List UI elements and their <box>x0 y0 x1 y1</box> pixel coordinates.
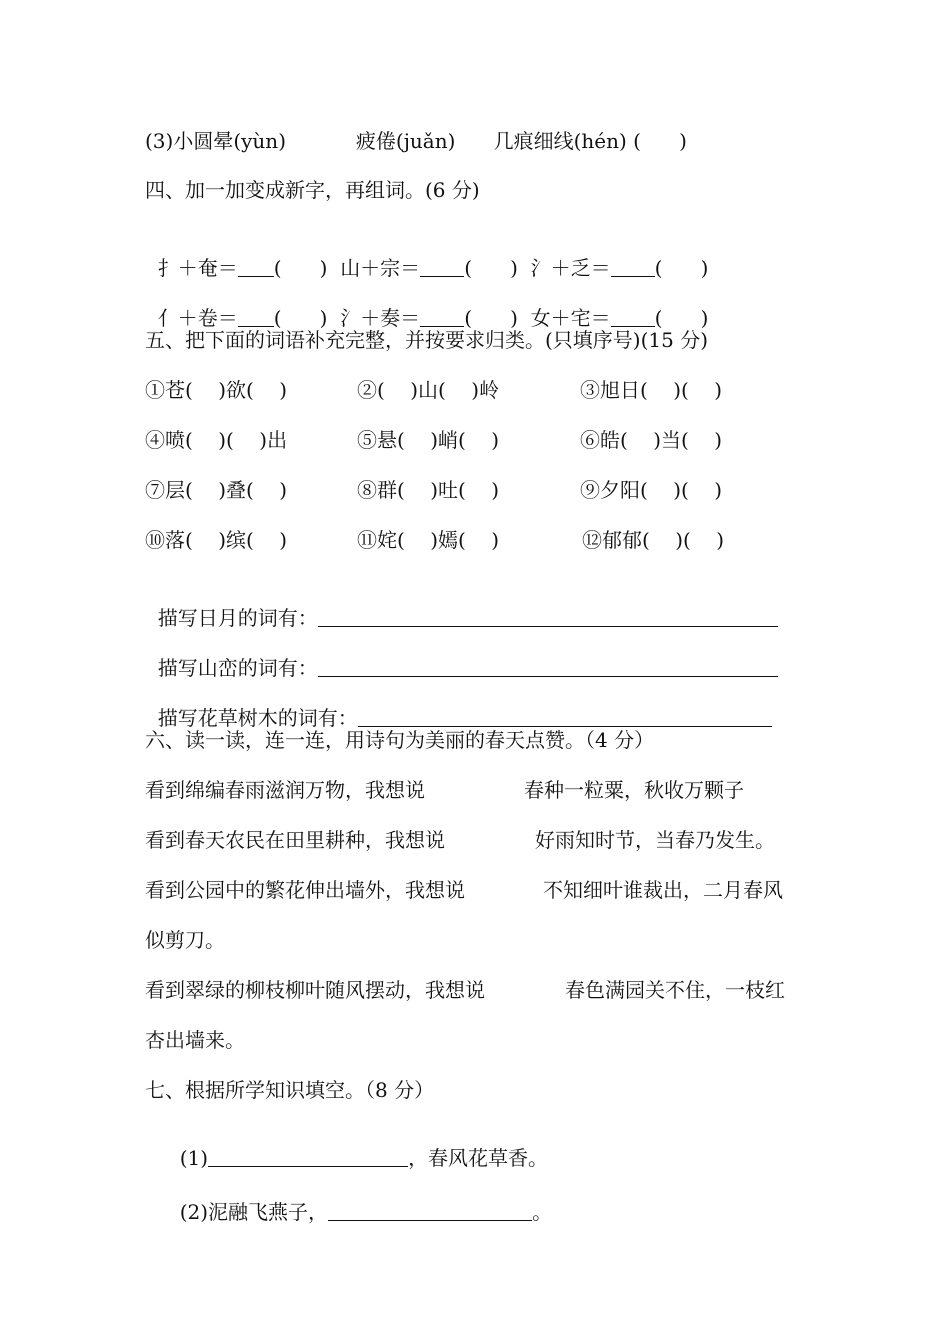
s6-right-3[interactable]: 不知细叶谁裁出，二月春风 <box>543 878 783 902</box>
s6-left-4[interactable]: 看到翠绿的柳枝柳叶随风摆动，我想说 <box>145 978 485 1002</box>
section-4-title: 四、加一加变成新字，再组词。(6 分) <box>145 178 480 202</box>
s5-category-plants: 描写花草树木的词有： <box>145 676 772 732</box>
s6-left-1[interactable]: 看到绵编春雨滋润万物，我想说 <box>145 778 425 802</box>
answer-blank[interactable] <box>358 706 772 727</box>
answer-blank[interactable] <box>318 656 778 677</box>
answer-blank[interactable] <box>318 606 778 627</box>
q3-line: (3)小圆晕(yùn) 疲倦(juǎn) 几痕细线(hén) ( ) <box>145 129 687 153</box>
s5-item: ⑤悬( )峭( ) <box>357 428 500 452</box>
s4-row-2: 亻＋卷＝ ( ) 氵＋奏＝ ( ) 女＋宅＝ ( ) <box>157 306 709 330</box>
s6-right-2[interactable]: 好雨知时节，当春乃发生。 <box>535 828 775 852</box>
section-6-title: 六、读一读，连一连，用诗句为美丽的春天点赞。（4 分） <box>145 728 655 752</box>
s5-item: ⑩落( )缤( ) <box>145 528 288 552</box>
s6-left-3[interactable]: 看到公园中的繁花伸出墙外，我想说 <box>145 878 465 902</box>
answer-blank[interactable] <box>238 256 274 277</box>
s5-item: ①苍( )欲( ) <box>145 378 288 402</box>
section-5-title: 五、把下面的词语补充完整，并按要求归类。(只填序号)(15 分) <box>145 328 709 352</box>
s6-right-1[interactable]: 春种一粒粟，秋收万颗子 <box>524 778 744 802</box>
s6-left-2[interactable]: 看到春天农民在田里耕种，我想说 <box>145 828 445 852</box>
answer-blank[interactable] <box>611 306 655 327</box>
s7-q1: (1) ，春风花草香。 <box>179 1146 549 1170</box>
s5-item: ⑫郁郁( )( ) <box>582 528 725 552</box>
s4-row-1: 扌＋奄＝ ( ) 山＋宗＝ ( ) 氵＋乏＝ ( ) <box>157 256 709 280</box>
s5-item: ③旭日( )( ) <box>580 378 723 402</box>
answer-blank[interactable] <box>208 1146 408 1167</box>
s7-q2: (2)泥融飞燕子， 。 <box>179 1200 553 1224</box>
answer-blank[interactable] <box>328 1200 532 1221</box>
s5-item: ②( )山( )岭 <box>357 378 500 402</box>
answer-blank[interactable] <box>238 306 274 327</box>
s5-item: ⑦层( )叠( ) <box>145 478 288 502</box>
section-7-title: 七、根据所学知识填空。（8 分） <box>145 1078 435 1102</box>
s5-item: ⑪姹( )嫣( ) <box>357 528 500 552</box>
s5-category-sun-moon: 描写日月的词有： <box>145 576 778 632</box>
s5-item: ⑨夕阳( )( ) <box>580 478 723 502</box>
s6-right-4[interactable]: 春色满园关不住，一枝红 <box>565 978 785 1002</box>
s6-right-4-cont: 杏出墙来。 <box>145 1028 245 1052</box>
s6-right-3-cont: 似剪刀。 <box>145 928 225 952</box>
s5-item: ⑧群( )吐( ) <box>357 478 500 502</box>
answer-blank[interactable] <box>611 256 655 277</box>
s5-category-mountains: 描写山峦的词有： <box>145 626 778 682</box>
s5-item: ⑥皓( )当( ) <box>580 428 723 452</box>
answer-blank[interactable] <box>420 256 464 277</box>
answer-blank[interactable] <box>420 306 464 327</box>
s5-item: ④喷( )( )出 <box>145 428 288 452</box>
